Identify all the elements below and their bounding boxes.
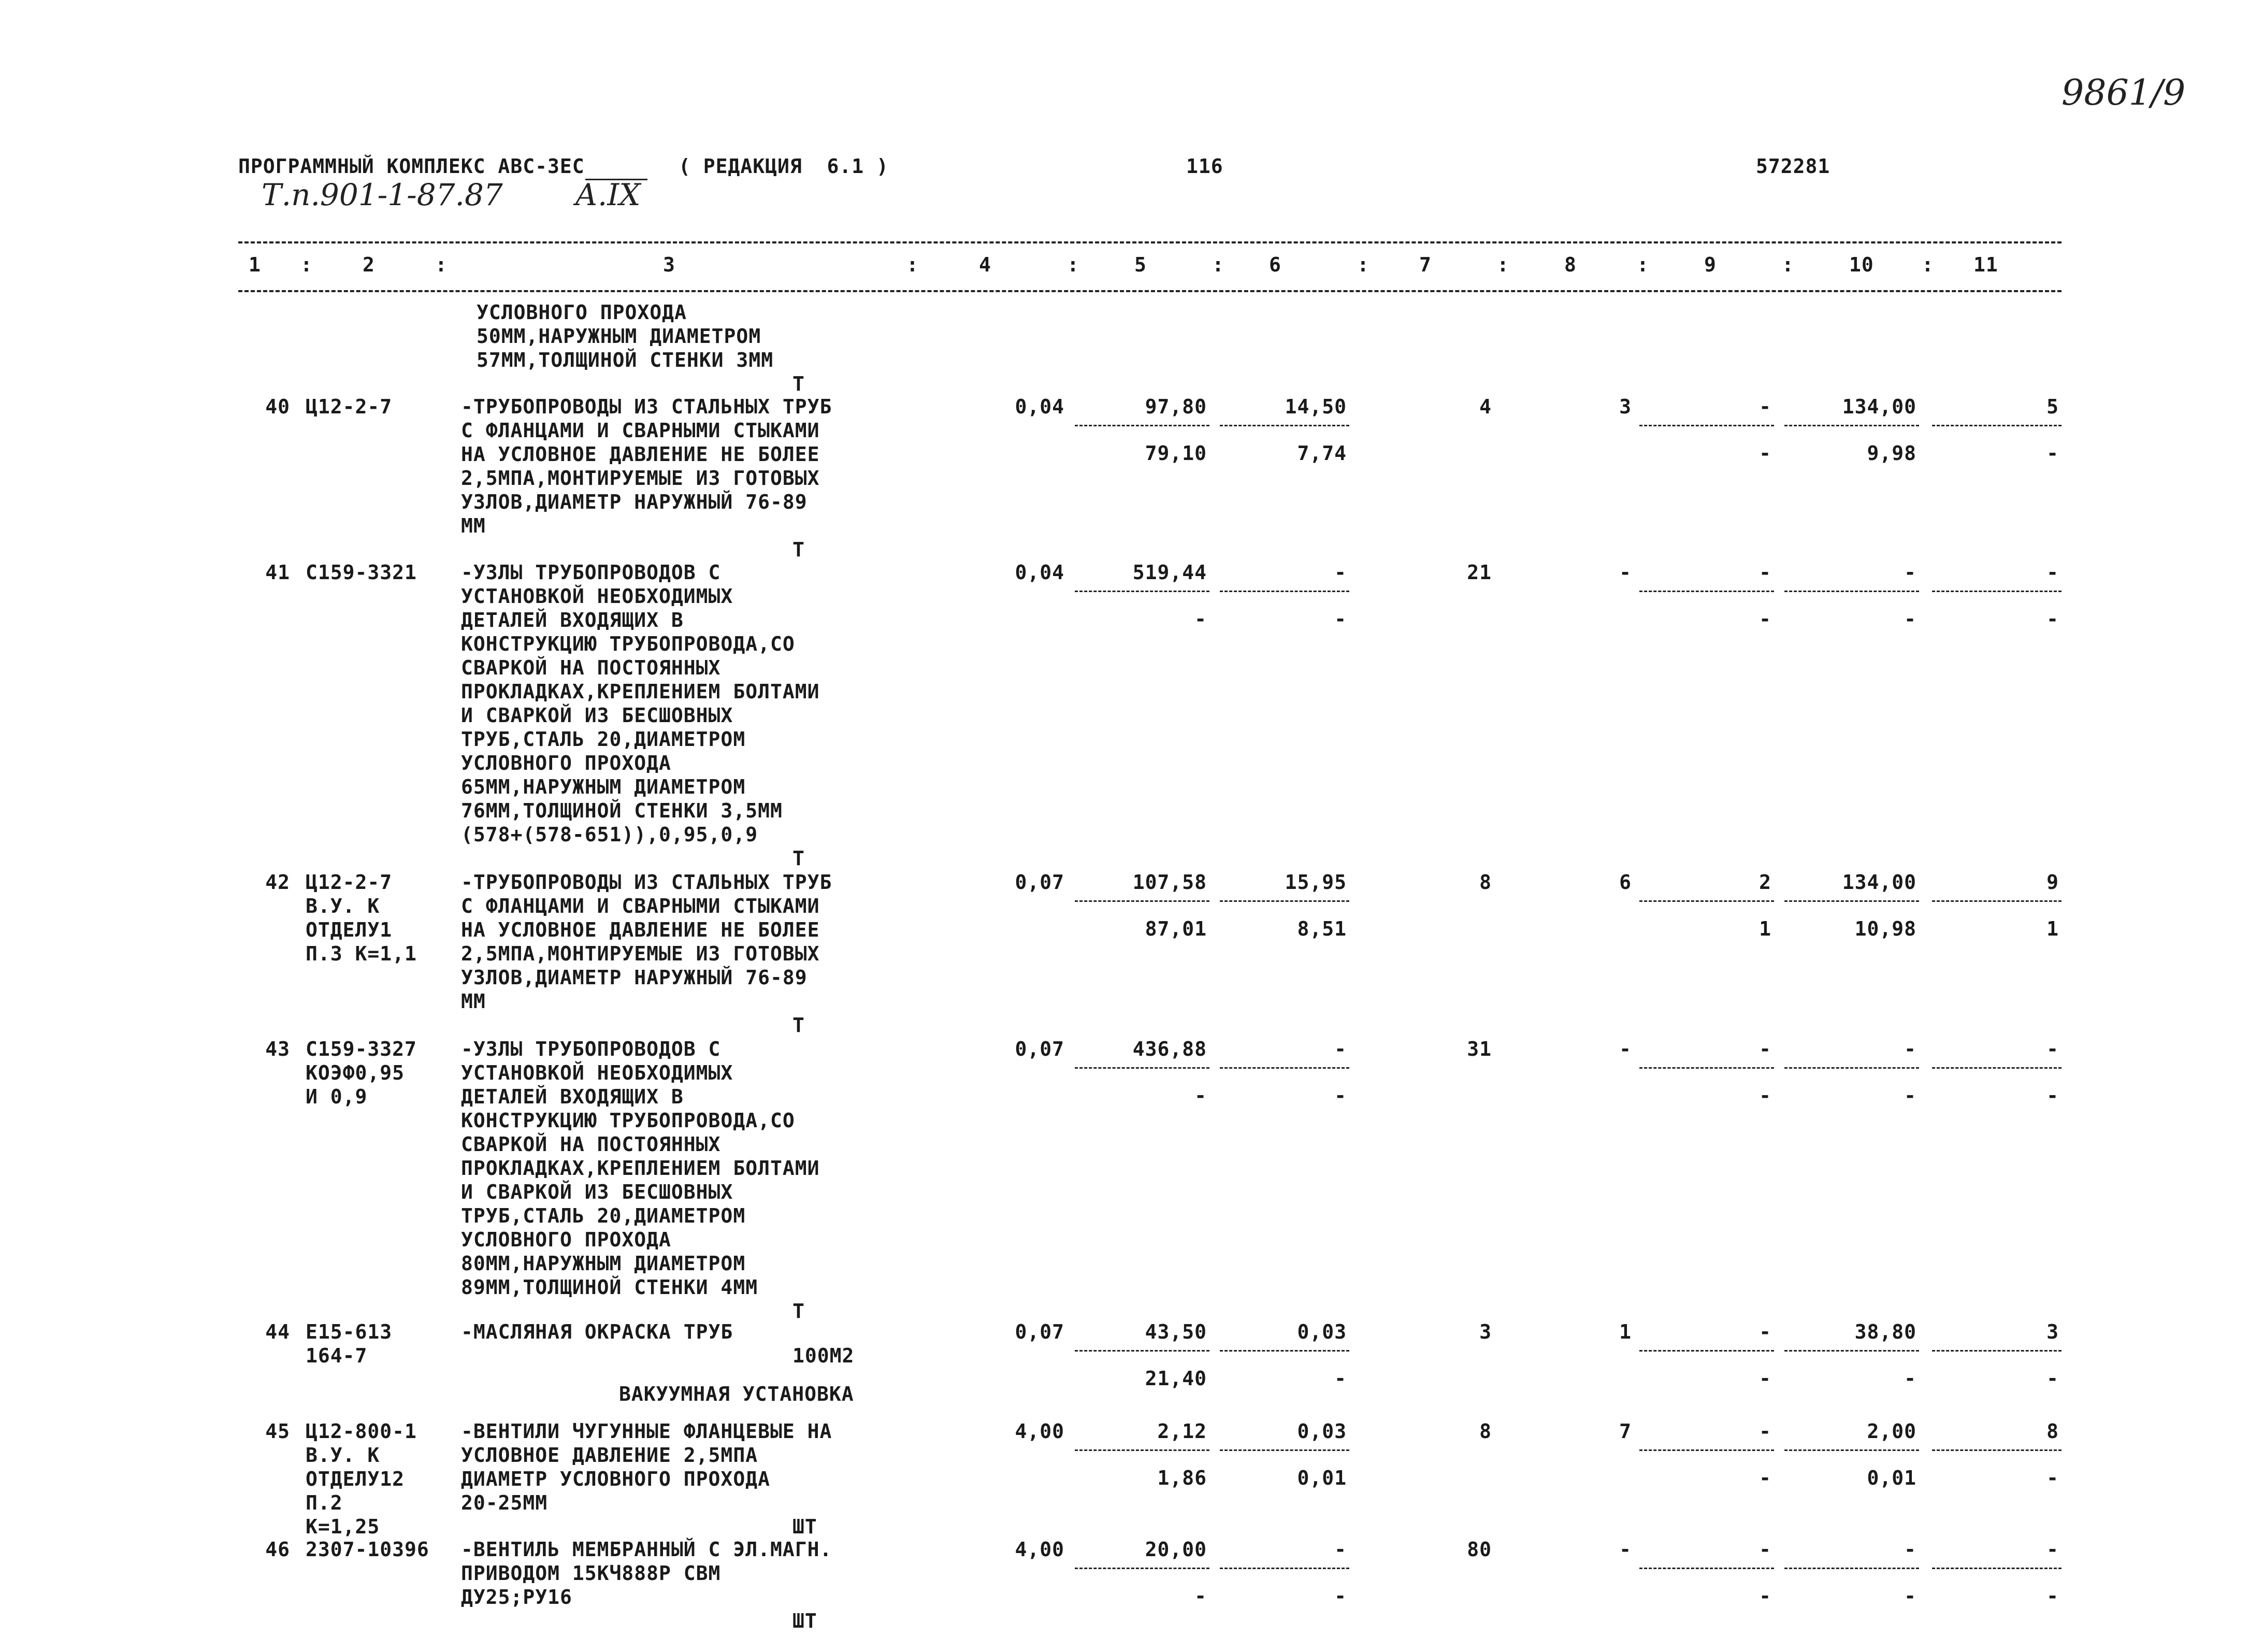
description-line: 57ММ,ТОЛЩИНОЙ СТЕНКИ 3ММ (477, 349, 774, 371)
description-line: ПРОКЛАДКАХ,КРЕПЛЕНИЕМ БОЛТАМИ (461, 680, 820, 703)
unit-label: Т (792, 372, 805, 395)
fraction-top-c5: 436,88 (1132, 1038, 1207, 1060)
price-code: Ц12-2-7 (306, 871, 393, 894)
fraction-rule (1075, 1449, 1209, 1451)
fraction-rule (1220, 591, 1349, 592)
header-rule-top (238, 241, 2062, 243)
fraction-top-c11: 5 (2046, 395, 2059, 418)
description-line: -ТРУБОПРОВОДЫ ИЗ СТАЛЬНЫХ ТРУБ (461, 395, 832, 418)
fraction-rule (1784, 425, 1919, 426)
column-header-8: 8 (1564, 253, 1577, 276)
fraction-bottom-c9: - (1759, 1466, 1771, 1489)
row-number: 44 (265, 1320, 290, 1343)
row-number: 45 (265, 1420, 290, 1443)
fraction-top-c5: 2,12 (1157, 1420, 1207, 1443)
price-code: П.2 (306, 1491, 343, 1514)
description-line: ПРИВОДОМ 15КЧ888Р СВМ (461, 1562, 721, 1585)
column-header-4: 4 (979, 253, 991, 276)
description-line: И СВАРКОЙ ИЗ БЕСШОВНЫХ (461, 1181, 733, 1203)
fraction-rule (1639, 1568, 1774, 1569)
description-line: УСТАНОВКОЙ НЕОБХОДИМЫХ (461, 1061, 733, 1084)
price-code: 164-7 (306, 1344, 368, 1367)
fraction-rule (1932, 1350, 2062, 1352)
price-code: П.3 К=1,1 (306, 942, 417, 965)
description-line: ПРОКЛАДКАХ,КРЕПЛЕНИЕМ БОЛТАМИ (461, 1157, 820, 1180)
quantity-cell: 0,04 (1015, 561, 1064, 584)
price-code: С159-3327 (306, 1038, 417, 1060)
fraction-bottom-c9: - (1759, 607, 1771, 630)
description-line: УСЛОВНОЕ ДАВЛЕНИЕ 2,5МПА (461, 1444, 758, 1467)
machinist-count-cell: - (1619, 1538, 1632, 1561)
column-separator: : (906, 253, 919, 276)
handwritten-album: А.IX (575, 177, 641, 212)
fraction-rule (1639, 1067, 1774, 1069)
description-line: 65ММ,НАРУЖНЫМ ДИАМЕТРОМ (461, 775, 746, 798)
fraction-top-c10: 134,00 (1842, 871, 1916, 894)
fraction-bottom-c11: - (2046, 1084, 2059, 1107)
fraction-top-c6: 15,95 (1285, 871, 1347, 894)
description-line: УСТАНОВКОЙ НЕОБХОДИМЫХ (461, 585, 733, 608)
fraction-rule (1784, 591, 1919, 592)
column-separator: : (1637, 253, 1649, 276)
worker-count-cell: 80 (1467, 1538, 1492, 1561)
fraction-top-c9: - (1759, 1320, 1771, 1343)
fraction-bottom-c9: - (1759, 441, 1771, 465)
fraction-top-c6: - (1334, 1538, 1347, 1561)
worker-count-cell: 21 (1467, 561, 1492, 584)
description-line: ММ (461, 990, 486, 1013)
description-line: КОНСТРУКЦИЮ ТРУБОПРОВОДА,СО (461, 633, 795, 655)
description-line: ДЕТАЛЕЙ ВХОДЯЩИХ В (461, 1085, 684, 1108)
column-separator: : (1067, 253, 1079, 276)
unit-label: 100М2 (792, 1344, 855, 1367)
fraction-rule (1075, 1350, 1209, 1352)
worker-count-cell: 3 (1479, 1320, 1492, 1343)
fraction-top-c6: - (1334, 1038, 1347, 1060)
description-line: 89ММ,ТОЛЩИНОЙ СТЕНКИ 4ММ (461, 1276, 758, 1299)
fraction-top-c6: 0,03 (1297, 1420, 1347, 1443)
fraction-top-c9: 2 (1759, 871, 1771, 894)
fraction-bottom-c11: 1 (2046, 917, 2059, 940)
description-line: 20-25ММ (461, 1491, 548, 1514)
machinist-count-cell: 3 (1619, 395, 1632, 418)
column-separator: : (1497, 253, 1509, 276)
description-line: 80ММ,НАРУЖНЫМ ДИАМЕТРОМ (461, 1252, 746, 1275)
description-line: С ФЛАНЦАМИ И СВАРНЫМИ СТЫКАМИ (461, 895, 820, 917)
fraction-bottom-c10: - (1904, 1084, 1916, 1107)
machinist-count-cell: 7 (1619, 1420, 1632, 1443)
row-number: 43 (265, 1038, 290, 1060)
description-line: ДУ25;РУ16 (461, 1586, 572, 1608)
description-line: И СВАРКОЙ ИЗ БЕСШОВНЫХ (461, 704, 733, 727)
column-header-6: 6 (1269, 253, 1281, 276)
fraction-top-c6: 14,50 (1285, 395, 1347, 418)
machinist-count-cell: - (1619, 561, 1632, 584)
column-separator: : (1212, 253, 1224, 276)
section-title: ВАКУУМНАЯ УСТАНОВКА (619, 1383, 854, 1405)
unit-label: Т (792, 1014, 805, 1037)
description-line: ТРУБ,СТАЛЬ 20,ДИАМЕТРОМ (461, 1204, 746, 1227)
fraction-top-c11: - (2046, 1538, 2059, 1561)
fraction-top-c11: 9 (2046, 871, 2059, 894)
fraction-bottom-c10: 9,98 (1867, 441, 1916, 465)
worker-count-cell: 8 (1479, 1420, 1492, 1443)
description-line: С ФЛАНЦАМИ И СВАРНЫМИ СТЫКАМИ (461, 419, 820, 442)
description-line: -УЗЛЫ ТРУБОПРОВОДОВ С (461, 1038, 721, 1060)
description-line: НА УСЛОВНОЕ ДАВЛЕНИЕ НЕ БОЛЕЕ (461, 918, 820, 941)
description-line: 2,5МПА,МОНТИРУЕМЫЕ ИЗ ГОТОВЫХ (461, 467, 820, 490)
description-line: -МАСЛЯНАЯ ОКРАСКА ТРУБ (461, 1320, 733, 1343)
fraction-bottom-c6: 8,51 (1297, 917, 1347, 940)
fraction-top-c11: - (2046, 1038, 2059, 1060)
fraction-rule (1932, 591, 2062, 592)
fraction-rule (1784, 1350, 1919, 1352)
fraction-bottom-c5: - (1194, 607, 1207, 630)
price-code: КОЭФ0,95 (306, 1061, 405, 1084)
fraction-rule (1220, 900, 1349, 902)
description-line: УСЛОВНОГО ПРОХОДА (461, 752, 671, 774)
fraction-top-c10: - (1904, 561, 1916, 584)
row-number: 40 (265, 395, 290, 418)
price-code: 2307-10396 (306, 1538, 429, 1561)
fraction-rule (1075, 900, 1209, 902)
price-code: В.У. К (306, 1444, 380, 1467)
row-number: 46 (265, 1538, 290, 1561)
fraction-bottom-c5: 87,01 (1145, 917, 1207, 940)
worker-count-cell: 8 (1479, 871, 1492, 894)
unit-label: Т (792, 847, 805, 870)
fraction-rule (1075, 425, 1209, 426)
price-code: Ц12-800-1 (306, 1420, 417, 1443)
price-code: Ц12-2-7 (306, 395, 393, 418)
description-line: -УЗЛЫ ТРУБОПРОВОДОВ С (461, 561, 721, 584)
fraction-bottom-c10: - (1904, 1584, 1916, 1607)
handwritten-project-ref: Т.п.901-1-87.87 (262, 177, 503, 212)
description-line: УЗЛОВ,ДИАМЕТР НАРУЖНЫЙ 76-89 (461, 966, 808, 989)
fraction-bottom-c10: - (1904, 607, 1916, 630)
machinist-count-cell: 6 (1619, 871, 1632, 894)
fraction-bottom-c11: - (2046, 441, 2059, 465)
fraction-rule (1220, 1067, 1349, 1069)
fraction-top-c5: 97,80 (1145, 395, 1207, 418)
unit-label: Т (792, 1300, 805, 1323)
column-header-7: 7 (1419, 253, 1432, 276)
page-number: 116 (1186, 155, 1223, 178)
fraction-bottom-c9: - (1759, 1584, 1771, 1607)
fraction-rule (1075, 1568, 1209, 1569)
description-line: УСЛОВНОГО ПРОХОДА (461, 1228, 671, 1251)
fraction-bottom-c10: - (1904, 1367, 1916, 1390)
fraction-top-c9: - (1759, 1538, 1771, 1561)
fraction-rule (1932, 425, 2062, 426)
description-line: -ВЕНТИЛЬ МЕМБРАННЫЙ С ЭЛ.МАГН. (461, 1538, 832, 1561)
column-separator: : (300, 253, 313, 276)
fraction-rule (1932, 1067, 2062, 1069)
fraction-rule (1932, 900, 2062, 902)
fraction-top-c9: - (1759, 1420, 1771, 1443)
description-line: 2,5МПА,МОНТИРУЕМЫЕ ИЗ ГОТОВЫХ (461, 942, 820, 965)
fraction-bottom-c5: - (1194, 1084, 1207, 1107)
fraction-top-c11: 8 (2046, 1420, 2059, 1443)
fraction-bottom-c6: - (1334, 1367, 1347, 1390)
column-header-10: 10 (1849, 253, 1874, 276)
fraction-bottom-c11: - (2046, 1367, 2059, 1390)
description-line: ТРУБ,СТАЛЬ 20,ДИАМЕТРОМ (461, 728, 746, 751)
fraction-rule (1639, 900, 1774, 902)
unit-label: ШТ (792, 1515, 817, 1538)
unit-label: Т (792, 538, 805, 561)
worker-count-cell: 4 (1479, 395, 1492, 418)
column-header-11: 11 (1973, 253, 1998, 276)
fraction-top-c5: 43,50 (1145, 1320, 1207, 1343)
fraction-top-c6: 0,03 (1297, 1320, 1347, 1343)
quantity-cell: 0,07 (1015, 1320, 1064, 1343)
fraction-rule (1639, 1449, 1774, 1451)
fraction-bottom-c6: - (1334, 1084, 1347, 1107)
fraction-bottom-c11: - (2046, 1584, 2059, 1607)
fraction-rule (1639, 591, 1774, 592)
column-header-1: 1 (249, 253, 261, 276)
fraction-bottom-c5: 79,10 (1145, 441, 1207, 465)
fraction-top-c6: - (1334, 561, 1347, 584)
fraction-top-c11: 3 (2046, 1320, 2059, 1343)
fraction-rule (1075, 591, 1209, 592)
description-line: 76ММ,ТОЛЩИНОЙ СТЕНКИ 3,5ММ (461, 799, 783, 822)
fraction-top-c5: 20,00 (1145, 1538, 1207, 1561)
fraction-rule (1932, 1568, 2062, 1569)
description-line: УСЛОВНОГО ПРОХОДА (477, 301, 687, 324)
column-separator: : (1782, 253, 1794, 276)
description-line: НА УСЛОВНОЕ ДАВЛЕНИЕ НЕ БОЛЕЕ (461, 443, 820, 466)
fraction-rule (1075, 1067, 1209, 1069)
fraction-top-c10: 134,00 (1842, 395, 1916, 418)
fraction-top-c10: 38,80 (1854, 1320, 1916, 1343)
fraction-bottom-c10: 0,01 (1867, 1466, 1916, 1489)
description-line: 50ММ,НАРУЖНЫМ ДИАМЕТРОМ (477, 325, 761, 348)
fraction-rule (1784, 1449, 1919, 1451)
fraction-rule (1784, 1067, 1919, 1069)
fraction-rule (1784, 1568, 1919, 1569)
description-line: СВАРКОЙ НА ПОСТОЯННЫХ (461, 1133, 721, 1156)
fraction-bottom-c6: - (1334, 607, 1347, 630)
fraction-top-c10: 2,00 (1867, 1420, 1916, 1443)
price-code: ОТДЕЛУ12 (306, 1468, 405, 1490)
worker-count-cell: 31 (1467, 1038, 1492, 1060)
fraction-top-c10: - (1904, 1538, 1916, 1561)
column-header-9: 9 (1704, 253, 1717, 276)
fraction-top-c9: - (1759, 395, 1771, 418)
description-line: -ТРУБОПРОВОДЫ ИЗ СТАЛЬНЫХ ТРУБ (461, 871, 832, 894)
column-header-5: 5 (1134, 253, 1147, 276)
header-rule-bottom (238, 290, 2062, 292)
price-code: С159-3321 (306, 561, 417, 584)
price-code: ОТДЕЛУ1 (306, 918, 393, 941)
price-code: И 0,9 (306, 1085, 368, 1108)
fraction-top-c11: - (2046, 561, 2059, 584)
fraction-rule (1784, 900, 1919, 902)
fraction-bottom-c10: 10,98 (1854, 917, 1916, 940)
price-code: В.У. К (306, 895, 380, 917)
fraction-top-c9: - (1759, 561, 1771, 584)
program-title: ПРОГРАММНЫЙ КОМПЛЕКС АВС-3ЕС (238, 155, 585, 178)
row-number: 42 (265, 871, 290, 894)
fraction-bottom-c11: - (2046, 607, 2059, 630)
fraction-rule (1220, 425, 1349, 426)
description-line: УЗЛОВ,ДИАМЕТР НАРУЖНЫЙ 76-89 (461, 491, 808, 513)
description-line: ММ (461, 514, 486, 537)
machinist-count-cell: 1 (1619, 1320, 1632, 1343)
column-header-3: 3 (663, 253, 675, 276)
fraction-top-c10: - (1904, 1038, 1916, 1060)
description-line: ДИАМЕТР УСЛОВНОГО ПРОХОДА (461, 1468, 770, 1490)
fraction-bottom-c9: - (1759, 1084, 1771, 1107)
fraction-rule (1220, 1350, 1349, 1352)
fraction-top-c5: 519,44 (1132, 561, 1207, 584)
fraction-top-c5: 107,58 (1132, 871, 1207, 894)
fraction-rule (1639, 1350, 1774, 1352)
document-number: 572281 (1756, 155, 1830, 178)
fraction-bottom-c5: - (1194, 1584, 1207, 1607)
edition-label: ( РЕДАКЦИЯ 6.1 ) (679, 155, 889, 178)
fraction-rule (1639, 425, 1774, 426)
column-separator: : (435, 253, 448, 276)
fraction-bottom-c9: - (1759, 1367, 1771, 1390)
quantity-cell: 0,07 (1015, 1038, 1064, 1060)
fraction-rule (1220, 1568, 1349, 1569)
fraction-bottom-c6: 7,74 (1297, 441, 1347, 465)
fraction-bottom-c6: 0,01 (1297, 1466, 1347, 1489)
price-code: К=1,25 (306, 1515, 380, 1538)
fraction-bottom-c11: - (2046, 1466, 2059, 1489)
fraction-rule (1220, 1449, 1349, 1451)
description-line: СВАРКОЙ НА ПОСТОЯННЫХ (461, 656, 721, 679)
price-code: Е15-613 (306, 1320, 393, 1343)
quantity-cell: 4,00 (1015, 1420, 1064, 1443)
unit-label: ШТ (792, 1610, 817, 1632)
column-header-2: 2 (363, 253, 375, 276)
description-line: (578+(578-651)),0,95,0,9 (461, 823, 758, 846)
row-number: 41 (265, 561, 290, 584)
quantity-cell: 0,07 (1015, 871, 1064, 894)
archive-stamp: 9861/9 (2062, 73, 2186, 113)
description-line: -ВЕНТИЛИ ЧУГУННЫЕ ФЛАНЦЕВЫЕ НА (461, 1420, 832, 1443)
fraction-bottom-c5: 21,40 (1145, 1367, 1207, 1390)
column-separator: : (1357, 253, 1370, 276)
quantity-cell: 4,00 (1015, 1538, 1064, 1561)
fraction-top-c9: - (1759, 1038, 1771, 1060)
fraction-bottom-c9: 1 (1759, 917, 1771, 940)
column-separator: : (1922, 253, 1934, 276)
fraction-bottom-c5: 1,86 (1157, 1466, 1207, 1489)
fraction-rule (1932, 1449, 2062, 1451)
description-line: КОНСТРУКЦИЮ ТРУБОПРОВОДА,СО (461, 1109, 795, 1132)
description-line: ДЕТАЛЕЙ ВХОДЯЩИХ В (461, 609, 684, 631)
quantity-cell: 0,04 (1015, 395, 1064, 418)
fraction-bottom-c6: - (1334, 1584, 1347, 1607)
machinist-count-cell: - (1619, 1038, 1632, 1060)
